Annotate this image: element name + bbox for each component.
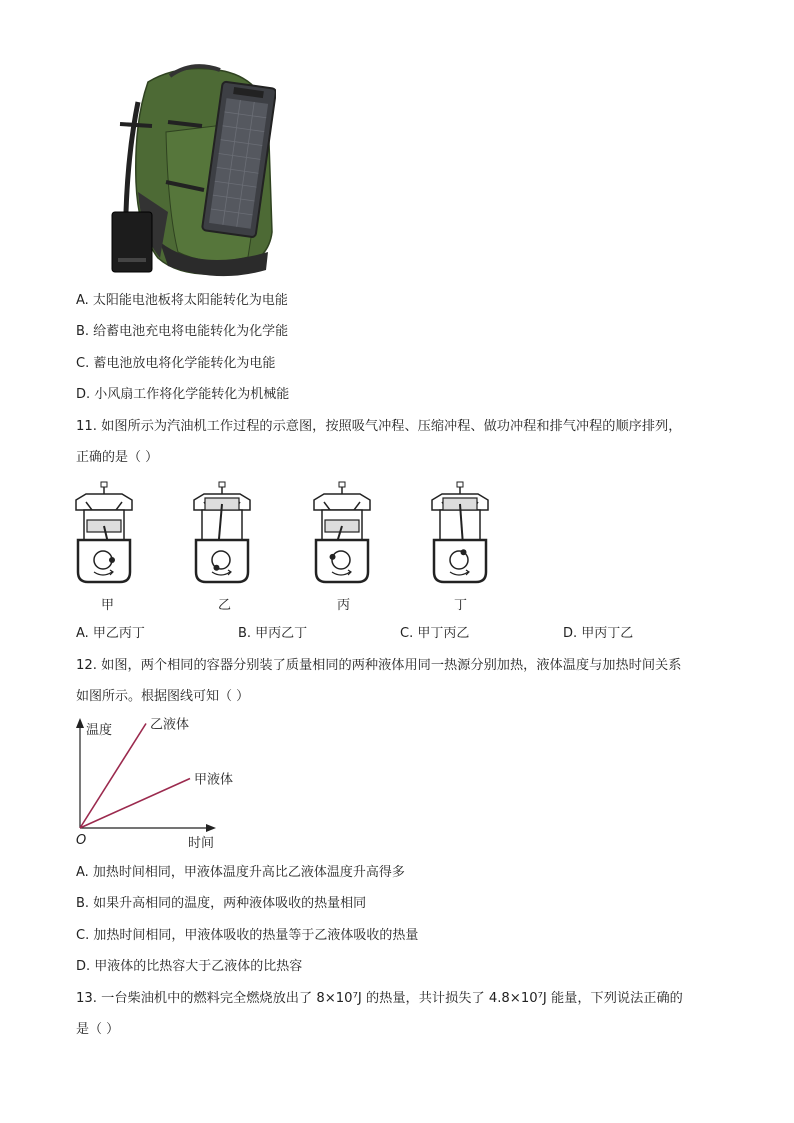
q11-stem-line2: 正确的是（ ） xyxy=(76,450,159,465)
y-axis-label: 温度 xyxy=(86,723,113,738)
q12-option-b: B. 如果升高相同的温度，两种液体吸收的热量相同 xyxy=(76,896,367,911)
engine-ding-diagram xyxy=(428,480,492,586)
origin-label: O xyxy=(76,833,87,848)
engine-label-jia: 甲 xyxy=(101,598,115,613)
q10-option-b: B. 给蓄电池充电将电能转化为化学能 xyxy=(76,324,289,339)
engine-yi-diagram xyxy=(190,480,254,586)
q13-stem-line2: 是（ ） xyxy=(76,1022,120,1037)
q11-option-a: A. 甲乙丙丁 xyxy=(76,626,145,641)
series-label-0: 乙液体 xyxy=(150,717,190,733)
engine-label-ding: 丁 xyxy=(454,598,468,613)
q12-stem-line2: 如图所示。根据图线可知（ ） xyxy=(76,689,250,704)
q11-option-c: C. 甲丁丙乙 xyxy=(400,626,470,641)
q12-stem-line1: 12. 如图，两个相同的容器分别装了质量相同的两种液体用同一热源分别加热，液体温度与加热时间关系 xyxy=(76,658,682,673)
q12-option-a: A. 加热时间相同，甲液体温度升高比乙液体温度升高得多 xyxy=(76,865,405,880)
y-axis-arrow xyxy=(76,718,84,728)
engine-jia-diagram xyxy=(72,480,136,586)
q10-option-d: D. 小风扇工作将化学能转化为机械能 xyxy=(76,387,290,402)
q11-stem-line1: 11. 如图所示为汽油机工作过程的示意图，按照吸气冲程、压缩冲程、做功冲程和排气冲程的顺序排列， xyxy=(76,419,682,434)
temperature-time-chart xyxy=(66,714,236,854)
q12-option-c: C. 加热时间相同，甲液体吸收的热量等于乙液体吸收的热量 xyxy=(76,928,419,943)
x-axis-label: 时间 xyxy=(188,836,215,851)
series-label-1: 甲液体 xyxy=(194,772,234,788)
engine-label-yi: 乙 xyxy=(218,598,232,613)
q10-option-c: C. 蓄电池放电将化学能转化为电能 xyxy=(76,356,276,371)
q12-option-d: D. 甲液体的比热容大于乙液体的比热容 xyxy=(76,959,303,974)
solar-backpack-image xyxy=(108,62,276,278)
x-axis-arrow xyxy=(206,824,216,832)
engine-label-bing: 丙 xyxy=(337,598,351,613)
q13-stem-line1: 13. 一台柴油机中的燃料完全燃烧放出了 8×10⁷J 的热量，共计损失了 4.8×10⁷J 能量，下列说法正确的 xyxy=(76,991,683,1006)
q11-option-d: D. 甲丙丁乙 xyxy=(563,626,634,641)
engine-bing-diagram xyxy=(310,480,374,586)
q11-option-b: B. 甲丙乙丁 xyxy=(238,626,308,641)
q10-option-a: A. 太阳能电池板将太阳能转化为电能 xyxy=(76,293,288,308)
